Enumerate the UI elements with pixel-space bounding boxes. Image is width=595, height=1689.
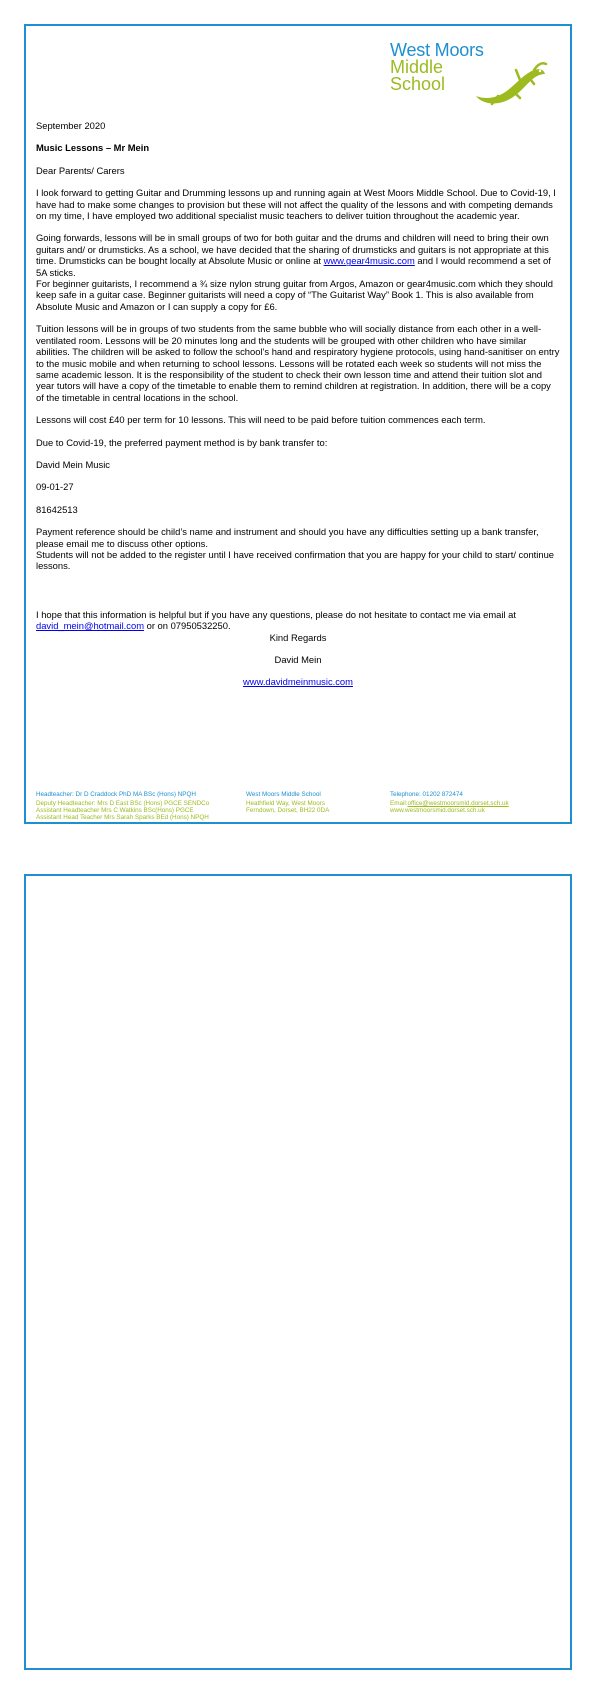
school-logo bbox=[390, 42, 550, 112]
paragraph-cost: Lessons will cost £40 per term for 10 lessons. This will need to be paid before tuition commences each term. bbox=[36, 414, 486, 426]
paragraph-3: Tuition lessons will be in groups of two students from the same bubble who will socially distance from each other in a well-ventilated room. Lessons will be 20 minutes long and the students will be grouped with other children who have similar abilities. The children will be asked to follow the school’s hand and respiratory hygiene protocols, using hand-sanitiser on entry to the music mobile and when returning to school lessons. Lessons will be rotated each week so students will not miss the same academic lesson. It is the responsibility of the student to check their own lesson time and attend their tuition slot and year tutors will have a copy of the timetable to enable them to remind children at registration. In addition, there will be a copy of the timetable in central locations in the school. bbox=[36, 323, 560, 403]
footer-staff-line: Assistant Head Teacher Mrs Sarah Sparks BEd (Hons) NPQH bbox=[36, 814, 209, 821]
letter-subject: Music Lessons – Mr Mein bbox=[36, 142, 150, 154]
footer-staff-line: Headteacher: Dr D Craddock PhD MA BSc (Hons) NPQH bbox=[36, 791, 196, 798]
footer-staff-line: Assistant Headteacher Mrs C Watkins BSc(Hons) PGCE bbox=[36, 807, 194, 814]
paragraph-reference: Payment reference should be child’s name and instrument and should you have any difficulties setting up a bank transfer, please email me to discuss other options. bbox=[36, 526, 539, 549]
paragraph-contact: I hope that this information is helpful but if you have any questions, please do not hesitate to contact me via email at david_mein@hotmail.com or on 07950532250. bbox=[36, 608, 516, 632]
paragraph-guitar: For beginner guitarists, I recommend a ¾ size nylon strung guitar from Argos, Amazon or gear4music.com which they should keep safe in a guitar case. Beginner guitarists will need a copy of “The Guitarist Way” Book 1. This is also available from Absolute Music and Amazon or I can supply a copy for £6. bbox=[36, 278, 553, 312]
letter-body bbox=[36, 120, 560, 699]
footer-email-link[interactable]: office@westmoorsmid.dorset.sch.uk bbox=[407, 800, 509, 807]
footer-address-line: Ferndown, Dorset, BH22 0DA bbox=[246, 807, 330, 814]
footer-address bbox=[246, 790, 329, 815]
footer-contact bbox=[390, 790, 509, 815]
footer-address-line: Heathfield Way, West Moors bbox=[246, 800, 325, 807]
footer-phone: Telephone: 01202 872474 bbox=[390, 791, 463, 798]
signoff: Kind Regards bbox=[269, 631, 327, 643]
email-link[interactable]: david_mein@hotmail.com bbox=[36, 620, 145, 632]
footer-staff bbox=[36, 790, 209, 822]
sort-code: 09-01-27 bbox=[36, 481, 74, 493]
logo-line-2: Middle bbox=[390, 57, 444, 77]
account-number: 81642513 bbox=[36, 503, 78, 515]
letter-page bbox=[24, 24, 572, 824]
account-name: David Mein Music bbox=[36, 458, 110, 470]
footer-web[interactable]: www.westmoorsmid.dorset.sch.uk bbox=[390, 807, 485, 814]
letter-salutation: Dear Parents/ Carers bbox=[36, 164, 125, 176]
letter-date: September 2020 bbox=[36, 120, 106, 131]
paragraph-register: Students will not be added to the register until I have received confirmation that you are happy for your child to start/ continue lessons. bbox=[36, 548, 555, 572]
signature: David Mein bbox=[274, 654, 322, 665]
website-link[interactable]: www.davidmeinmusic.com bbox=[243, 676, 353, 688]
paragraph-2: Going forwards, lessons will be in small groups of two for both guitar and the drums and children will need to bring their own guitars and/ or drumsticks. As a school, we have decided that the sharing of drumsticks and guitars is not appropriate at this time. Drumsticks can be bought locally at Absolute Music or online at www.gear4music.com and I would recommend a set of 5A sticks. bbox=[36, 232, 551, 278]
paragraph-1: I look forward to getting Guitar and Drumming lessons up and running again at West Moors Middle School. Due to Covid-19, I have had to make some changes to provision but these will not affect the quality of the lessons and with competing demands on my time, I have employed two additional specialist music teachers to deliver tuition throughout the academic year. bbox=[36, 187, 556, 222]
footer-email: Email:office@westmoorsmid.dorset.sch.uk bbox=[390, 800, 509, 807]
logo-line-3: School bbox=[390, 74, 446, 94]
blank-page bbox=[24, 874, 572, 1670]
paragraph-payment: Due to Covid-19, the preferred payment method is by bank transfer to: bbox=[36, 436, 328, 448]
footer-school-name: West Moors Middle School bbox=[246, 791, 321, 798]
gear4music-link[interactable]: www.gear4music.com bbox=[323, 255, 415, 267]
footer-staff-line: Deputy Headteacher: Mrs D East BSc (Hons) PGCE SENDCo bbox=[36, 800, 210, 807]
logo-line-1: West Moors bbox=[390, 40, 484, 60]
gecko-icon bbox=[468, 56, 548, 106]
